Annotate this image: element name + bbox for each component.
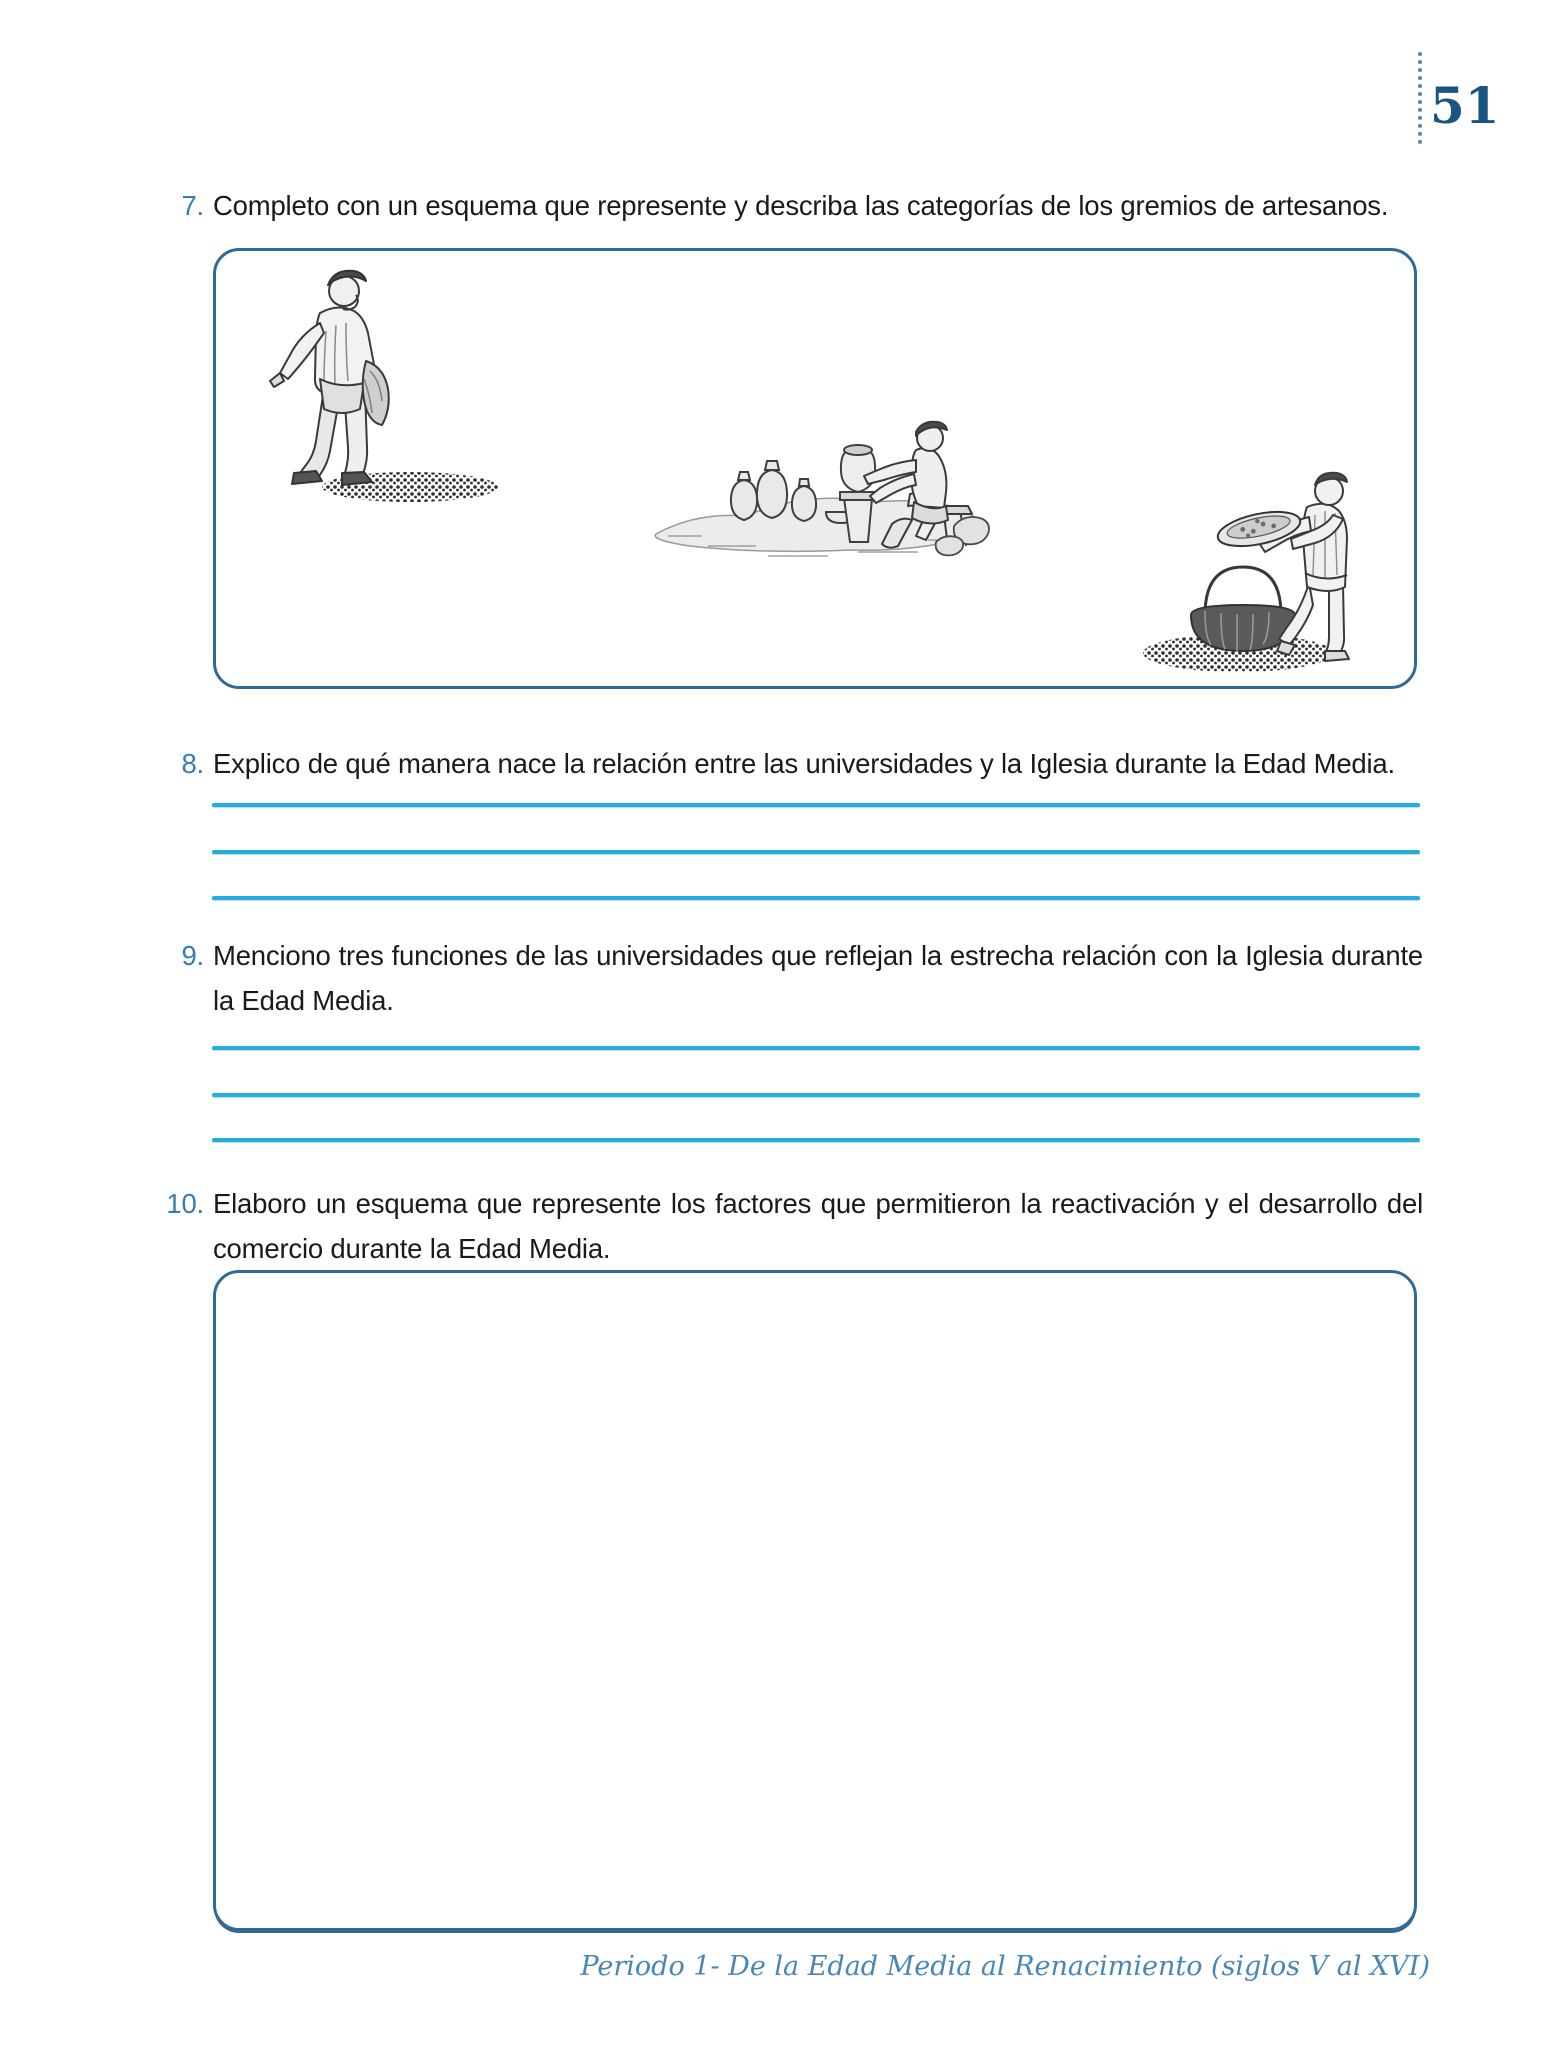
answer-line[interactable]: [212, 850, 1420, 854]
question-9: [181, 933, 1423, 1023]
answer-line[interactable]: [212, 896, 1420, 900]
page-number: 51: [1430, 76, 1500, 135]
dotted-divider: [1418, 52, 1422, 144]
question-8: [181, 741, 1423, 786]
answer-line[interactable]: [212, 1138, 1420, 1142]
answer-box-guild-scheme[interactable]: [213, 248, 1417, 689]
question-10-text: Elaboro un esquema que represente los factores que permitieron la reactivación y el desarrollo del comercio durante la Edad Media.: [213, 1188, 1423, 1264]
footer-period-title: Periodo 1- De la Edad Media al Renacimiento (siglos V al XVI): [580, 1951, 1430, 1982]
question-9-text: Menciono tres funciones de las universidades que reflejan la estrecha relación con la Iglesia durante la Edad Media.: [213, 940, 1423, 1016]
answer-line[interactable]: [212, 803, 1420, 807]
man-carrying-basket-engraving-illustration: [1133, 455, 1411, 685]
answer-line[interactable]: [212, 1046, 1420, 1050]
question-7: [181, 183, 1423, 228]
question-8-number: 8.: [181, 748, 204, 779]
standing-artisan-engraving-illustration: [228, 261, 538, 511]
answer-line[interactable]: [212, 1093, 1420, 1097]
question-8-text: Explico de qué manera nace la relación entre las universidades y la Iglesia durante la Edad Media.: [213, 748, 1395, 779]
question-7-text: Completo con un esquema que represente y describa las categorías de los gremios de artesanos.: [213, 190, 1389, 221]
answer-box-commerce-scheme[interactable]: [213, 1270, 1417, 1931]
question-10-number: 10.: [166, 1188, 204, 1219]
potter-at-wheel-engraving-illustration: [648, 406, 993, 571]
question-7-number: 7.: [181, 190, 204, 221]
question-9-number: 9.: [181, 940, 204, 971]
question-10: [166, 1181, 1423, 1271]
